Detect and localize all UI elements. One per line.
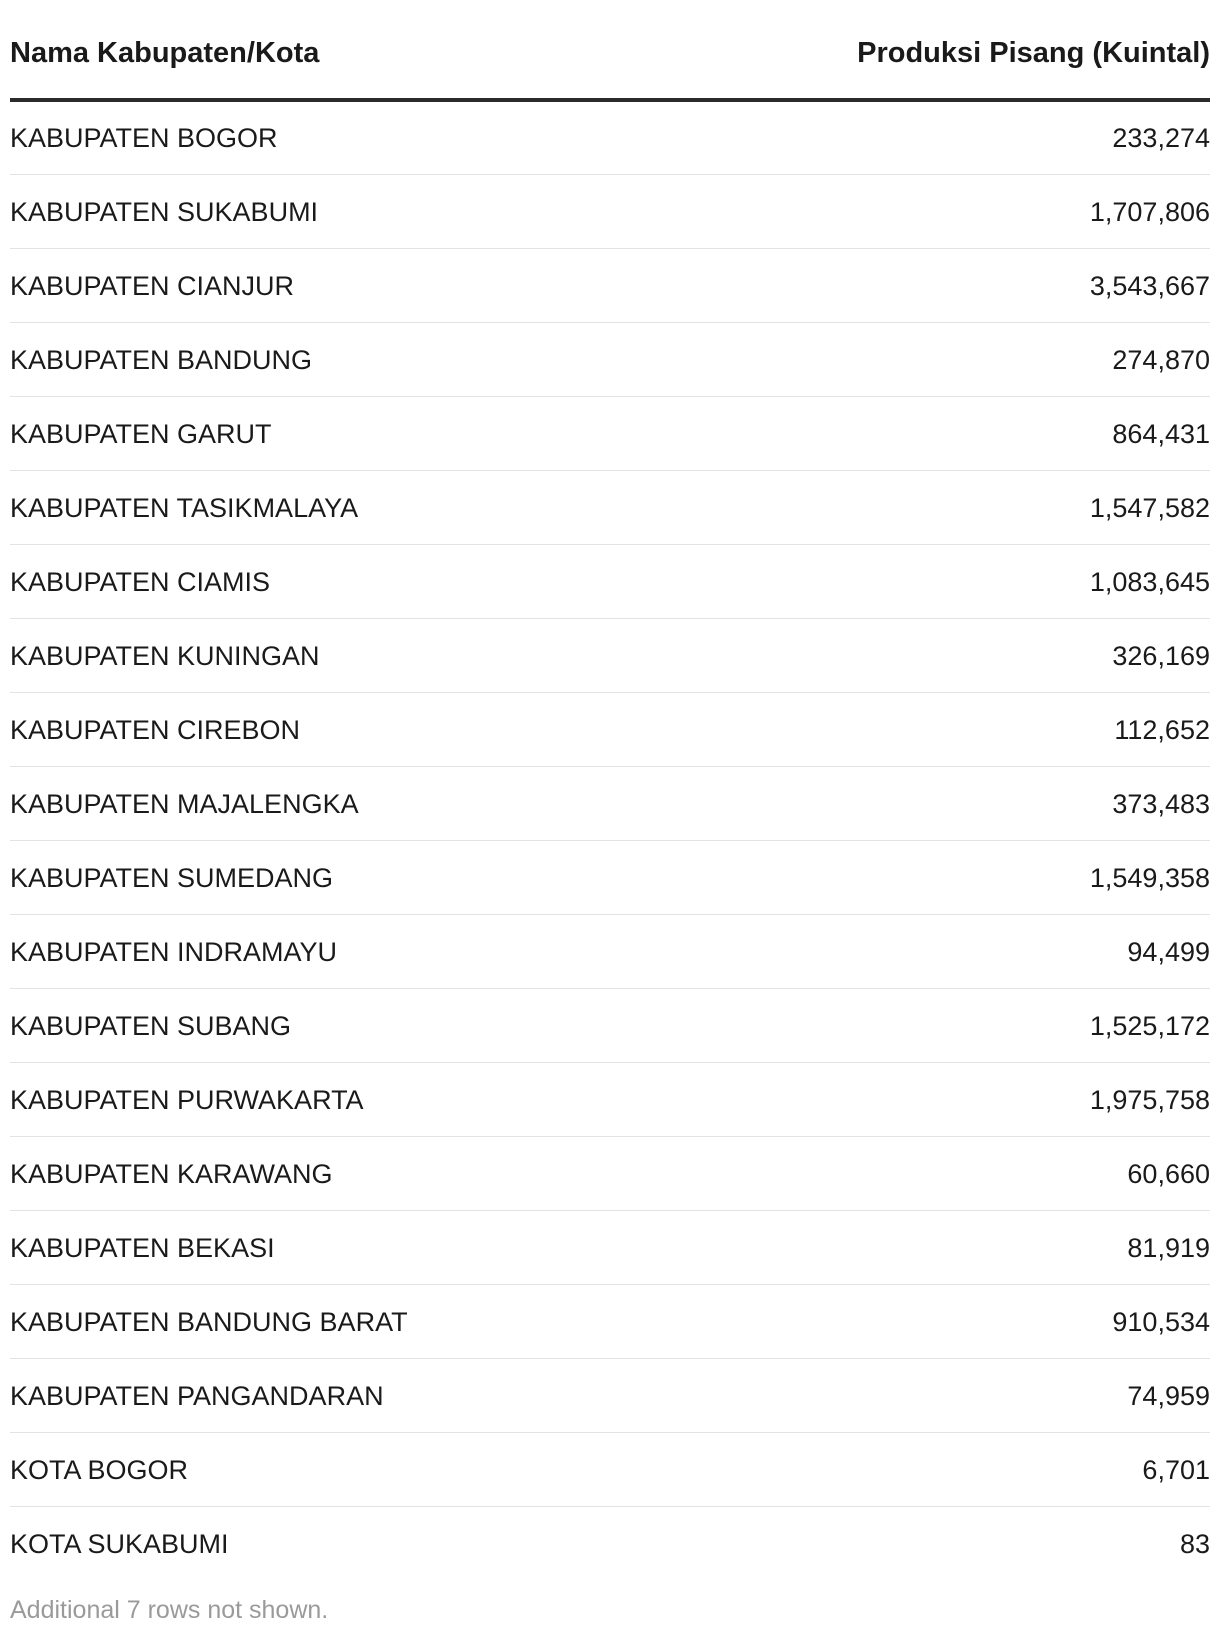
row-region-name: KABUPATEN BANDUNG BARAT bbox=[10, 1284, 610, 1358]
row-production-value: 274,870 bbox=[610, 322, 1210, 396]
table-row bbox=[10, 174, 1210, 248]
row-production-value: 81,919 bbox=[610, 1210, 1210, 1284]
row-region-name: KABUPATEN SUKABUMI bbox=[10, 174, 610, 248]
table-row bbox=[10, 248, 1210, 322]
row-production-value: 94,499 bbox=[610, 914, 1210, 988]
table-row bbox=[10, 1358, 1210, 1432]
row-production-value: 910,534 bbox=[610, 1284, 1210, 1358]
row-region-name: KABUPATEN INDRAMAYU bbox=[10, 914, 610, 988]
column-header-name[interactable]: Nama Kabupaten/Kota bbox=[10, 0, 610, 100]
row-production-value: 74,959 bbox=[610, 1358, 1210, 1432]
table-row bbox=[10, 988, 1210, 1062]
row-production-value: 83 bbox=[1179, 1528, 1210, 1559]
table-footnote: Additional 7 rows not shown. bbox=[10, 1596, 329, 1624]
table-row bbox=[10, 1284, 1210, 1358]
table-row bbox=[10, 470, 1210, 544]
table-row bbox=[10, 840, 1210, 914]
row-region-name: KABUPATEN KARAWANG bbox=[10, 1136, 610, 1210]
row-region-name: KABUPATEN CIANJUR bbox=[10, 248, 610, 322]
table-row bbox=[10, 322, 1210, 396]
row-region-name: KABUPATEN BOGOR bbox=[10, 100, 610, 174]
row-production-value: 112,652 bbox=[610, 692, 1210, 766]
row-production-value: 233,274 bbox=[610, 100, 1210, 174]
row-region-name: KABUPATEN CIREBON bbox=[10, 692, 610, 766]
table-row bbox=[10, 1506, 1210, 1580]
row-region-name: KABUPATEN MAJALENGKA bbox=[10, 766, 610, 840]
row-production-value: 1,083,645 bbox=[610, 544, 1210, 618]
table-row bbox=[10, 1062, 1210, 1136]
table-body bbox=[10, 100, 1210, 1580]
row-region-name: KABUPATEN PANGANDARAN bbox=[10, 1358, 610, 1432]
row-production-value: 60,660 bbox=[610, 1136, 1210, 1210]
table-row bbox=[10, 914, 1210, 988]
row-region-name: KABUPATEN PURWAKARTA bbox=[10, 1062, 610, 1136]
row-region-name: KABUPATEN SUBANG bbox=[10, 988, 610, 1062]
row-region-name: KABUPATEN SUMEDANG bbox=[10, 840, 610, 914]
row-region-name: KABUPATEN BEKASI bbox=[10, 1210, 610, 1284]
table-row bbox=[10, 100, 1210, 174]
row-region-name: KOTA SUKABUMI bbox=[10, 1528, 229, 1559]
row-region-name: KOTA BOGOR bbox=[10, 1432, 610, 1506]
row-region-name: KABUPATEN GARUT bbox=[10, 396, 610, 470]
row-production-value: 1,707,806 bbox=[610, 174, 1210, 248]
row-production-value: 1,525,172 bbox=[610, 988, 1210, 1062]
banana-production-table bbox=[10, 0, 1210, 1580]
table-row bbox=[10, 1210, 1210, 1284]
table-row bbox=[10, 766, 1210, 840]
row-production-value: 1,547,582 bbox=[610, 470, 1210, 544]
row-production-value: 864,431 bbox=[610, 396, 1210, 470]
row-production-value: 373,483 bbox=[610, 766, 1210, 840]
table-row bbox=[10, 1432, 1210, 1506]
row-production-value: 1,549,358 bbox=[610, 840, 1210, 914]
table-row bbox=[10, 692, 1210, 766]
row-region-name: KABUPATEN TASIKMALAYA bbox=[10, 470, 610, 544]
row-region-name: KABUPATEN KUNINGAN bbox=[10, 618, 610, 692]
table-row bbox=[10, 396, 1210, 470]
column-header-production[interactable]: Produksi Pisang (Kuintal) bbox=[610, 0, 1210, 100]
table-header-row bbox=[10, 0, 1210, 100]
table-row bbox=[10, 1136, 1210, 1210]
row-region-name: KABUPATEN CIAMIS bbox=[10, 544, 610, 618]
row-production-value: 326,169 bbox=[610, 618, 1210, 692]
table-row bbox=[10, 618, 1210, 692]
row-production-value: 6,701 bbox=[610, 1432, 1210, 1506]
row-region-name: KABUPATEN BANDUNG bbox=[10, 322, 610, 396]
table-row bbox=[10, 544, 1210, 618]
row-production-value: 1,975,758 bbox=[610, 1062, 1210, 1136]
row-production-value: 3,543,667 bbox=[610, 248, 1210, 322]
